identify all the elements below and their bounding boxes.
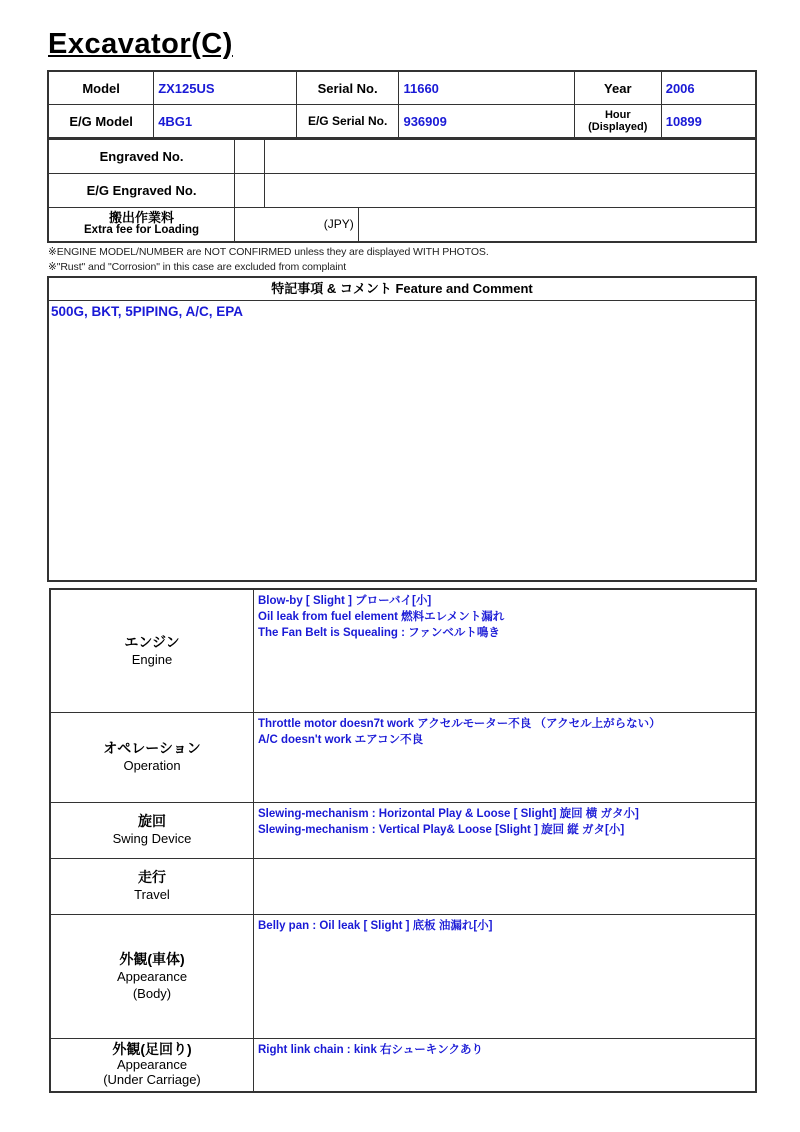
detail-line: Slewing-mechanism : Horizontal Play & Loose [ Slight] 旋回 横 ガタ小]	[258, 807, 639, 820]
eg-serial-label: E/G Serial No.	[296, 105, 399, 139]
category-jp: 外観(車体)	[119, 950, 185, 967]
engraved-box	[235, 140, 265, 174]
category-jp: エンジン	[124, 633, 180, 650]
category-jp: 走行	[138, 869, 166, 885]
eg-serial-value: 936909	[399, 105, 574, 139]
category-en: Appearance	[116, 968, 188, 984]
category-jp: 外観(足回り)	[112, 1041, 192, 1058]
hour-value: 10899	[661, 105, 756, 139]
category-en: Operation	[123, 758, 181, 773]
eg-engraved-box	[235, 174, 265, 208]
condition-details	[254, 1038, 757, 1092]
eg-model-value: 4BG1	[154, 105, 297, 139]
feature-comment-text: 500G, BKT, 5PIPING, A/C, EPA	[51, 304, 244, 319]
category-en: Appearance	[116, 1057, 188, 1073]
category-en: Engine	[131, 651, 173, 667]
condition-category	[50, 858, 254, 914]
rust-note: ※"Rust" and "Corrosion" in this case are excluded from complaint	[48, 261, 347, 273]
category-en: Travel	[134, 887, 170, 902]
condition-details	[254, 712, 757, 802]
condition-category	[50, 712, 254, 802]
machine-info-table	[47, 70, 757, 139]
loading-fee-unit: (JPY)	[235, 208, 359, 242]
hour-label	[574, 105, 661, 139]
condition-row-travel	[50, 858, 756, 914]
engine-note: ※ENGINE MODEL/NUMBER are NOT CONFIRMED unless they are displayed WITH PHOTOS.	[48, 246, 489, 258]
loading-fee-label	[48, 208, 235, 242]
model-label: Model	[48, 71, 154, 105]
condition-details	[254, 858, 757, 914]
category-jp: オペレーション	[103, 740, 201, 756]
engraved-label: Engraved No.	[48, 140, 235, 174]
loading-fee-value	[358, 208, 756, 242]
category-en2: (Body)	[132, 985, 172, 1001]
detail-line: Belly pan : Oil leak [ Slight ] 底板 油漏れ[小]	[258, 919, 493, 932]
detail-line: A/C doesn't work エアコン不良	[258, 733, 424, 746]
loading-fee-label-jp: 搬出作業料	[109, 210, 175, 226]
condition-row-appearance-undercarriage	[50, 1038, 756, 1092]
condition-details	[254, 589, 757, 712]
condition-category	[50, 914, 254, 1038]
model-value: ZX125US	[154, 71, 297, 105]
year-value: 2006	[661, 71, 756, 105]
hour-label-line2: (Displayed)	[588, 121, 648, 133]
condition-category	[50, 1038, 254, 1092]
eg-engraved-value	[265, 174, 757, 208]
category-en2: (Under Carriage)	[103, 1072, 201, 1088]
detail-line: Blow-by [ Slight ] ブローバイ[小]	[258, 595, 432, 607]
detail-line: Slewing-mechanism : Vertical Play& Loose [Slight ] 旋回 縦 ガタ[小]	[258, 823, 625, 836]
eg-model-label: E/G Model	[48, 105, 154, 139]
condition-row-engine	[50, 589, 756, 712]
loading-fee-label-en: Extra fee for Loading	[84, 224, 200, 237]
condition-details	[254, 914, 757, 1038]
engraved-value	[265, 140, 757, 174]
category-en: Swing Device	[112, 831, 192, 846]
serial-value: 11660	[399, 71, 574, 105]
eg-engraved-label: E/G Engraved No.	[48, 174, 235, 208]
detail-line: Oil leak from fuel element 燃料エレメント漏れ	[258, 611, 505, 623]
detail-line: Right link chain : kink 右シューキンクあり	[258, 1043, 483, 1056]
feature-comment-header: 特記事項 & コメント Feature and Comment	[49, 278, 755, 301]
condition-row-operation	[50, 712, 756, 802]
condition-row-swing	[50, 802, 756, 858]
feature-comment-box	[47, 276, 757, 582]
category-jp: 旋回	[138, 813, 166, 829]
detail-line: The Fan Belt is Squealing : ファンベルト鳴き	[258, 627, 500, 639]
condition-row-appearance-body	[50, 914, 756, 1038]
serial-label: Serial No.	[296, 71, 399, 105]
year-label: Year	[574, 71, 661, 105]
page-title: Excavator(C)	[48, 28, 233, 60]
condition-category	[50, 802, 254, 858]
engraved-table	[47, 139, 757, 243]
condition-category	[50, 589, 254, 712]
condition-details	[254, 802, 757, 858]
detail-line: Throttle motor doesn7t work アクセルモーター不良 （アクセル上がらない）	[258, 717, 661, 730]
condition-table	[49, 588, 757, 1093]
hour-label-line1: Hour	[604, 109, 631, 121]
